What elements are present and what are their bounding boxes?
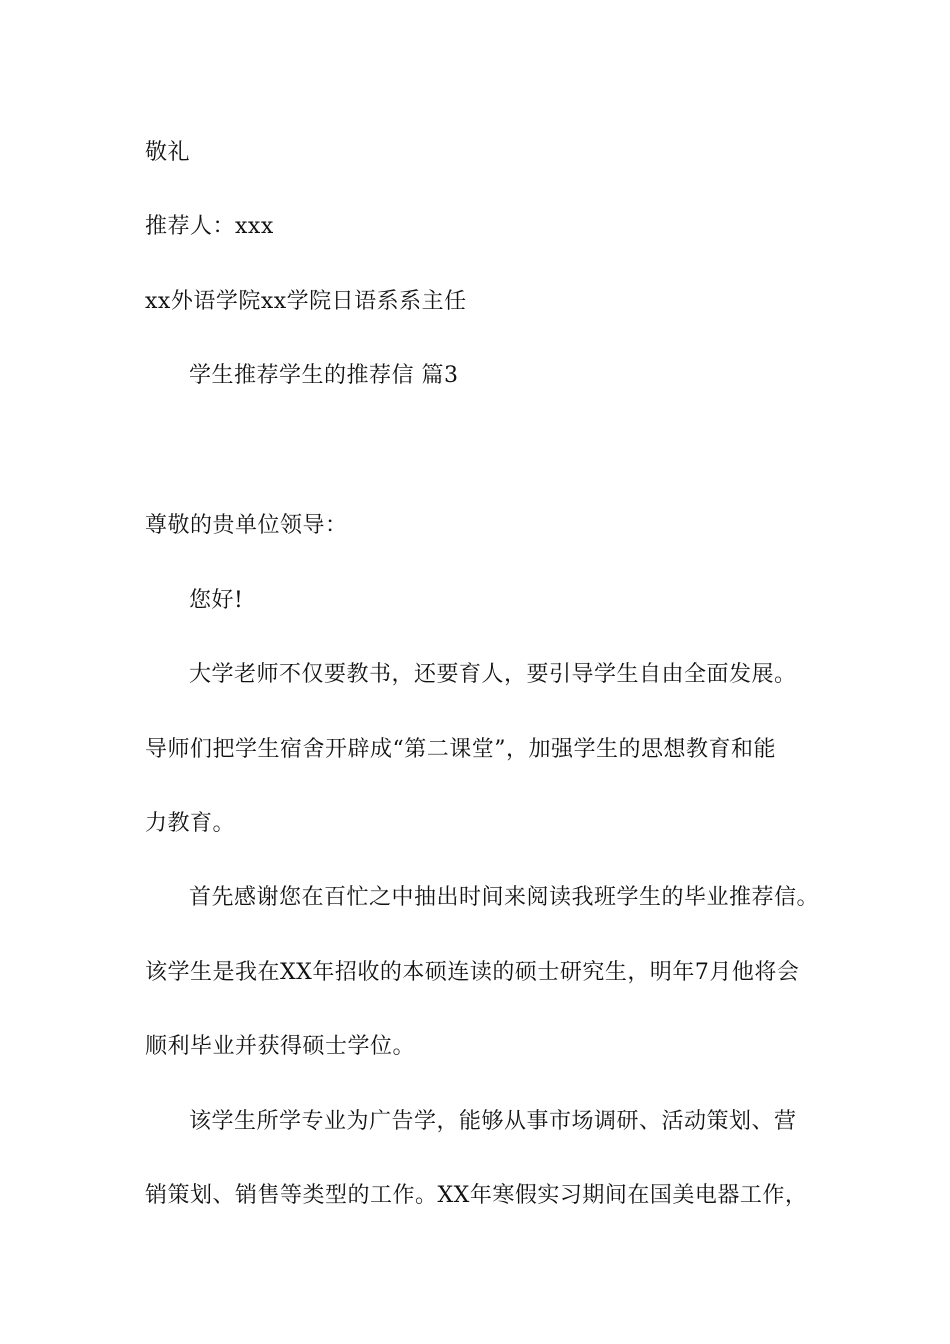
paragraph-line: 导师们把学生宿舍开辟成“第二课堂”，加强学生的思想教育和能 (145, 737, 776, 762)
affiliation-line: xx外语学院xx学院日语系系主任 (145, 289, 467, 314)
paragraph-line: 销策划、销售等类型的工作。XX年寒假实习期间在国美电器工作， (145, 1183, 808, 1208)
paragraph-line: 顺利毕业并获得硕士学位。 (145, 1034, 416, 1059)
paragraph-line: 该学生所学专业为广告学，能够从事市场调研、活动策划、营 (189, 1109, 797, 1134)
closing-salutation: 敬礼 (145, 140, 191, 165)
letter-greeting: 尊敬的贵单位领导： (145, 513, 348, 538)
paragraph-line: 该学生是我在XX年招收的本硕连读的硕士研究生，明年7月他将会 (145, 960, 800, 985)
letter-hello: 您好! (189, 588, 244, 613)
recommender-line: 推荐人：xxx (145, 214, 274, 239)
paragraph-line: 首先感谢您在百忙之中抽出时间来阅读我班学生的毕业推荐信。 (189, 885, 820, 910)
paragraph-line: 大学老师不仅要教书，还要育人，要引导学生自由全面发展。 (189, 662, 797, 687)
section-title: 学生推荐学生的推荐信 篇3 (189, 363, 459, 388)
paragraph-line: 力教育。 (145, 811, 236, 836)
